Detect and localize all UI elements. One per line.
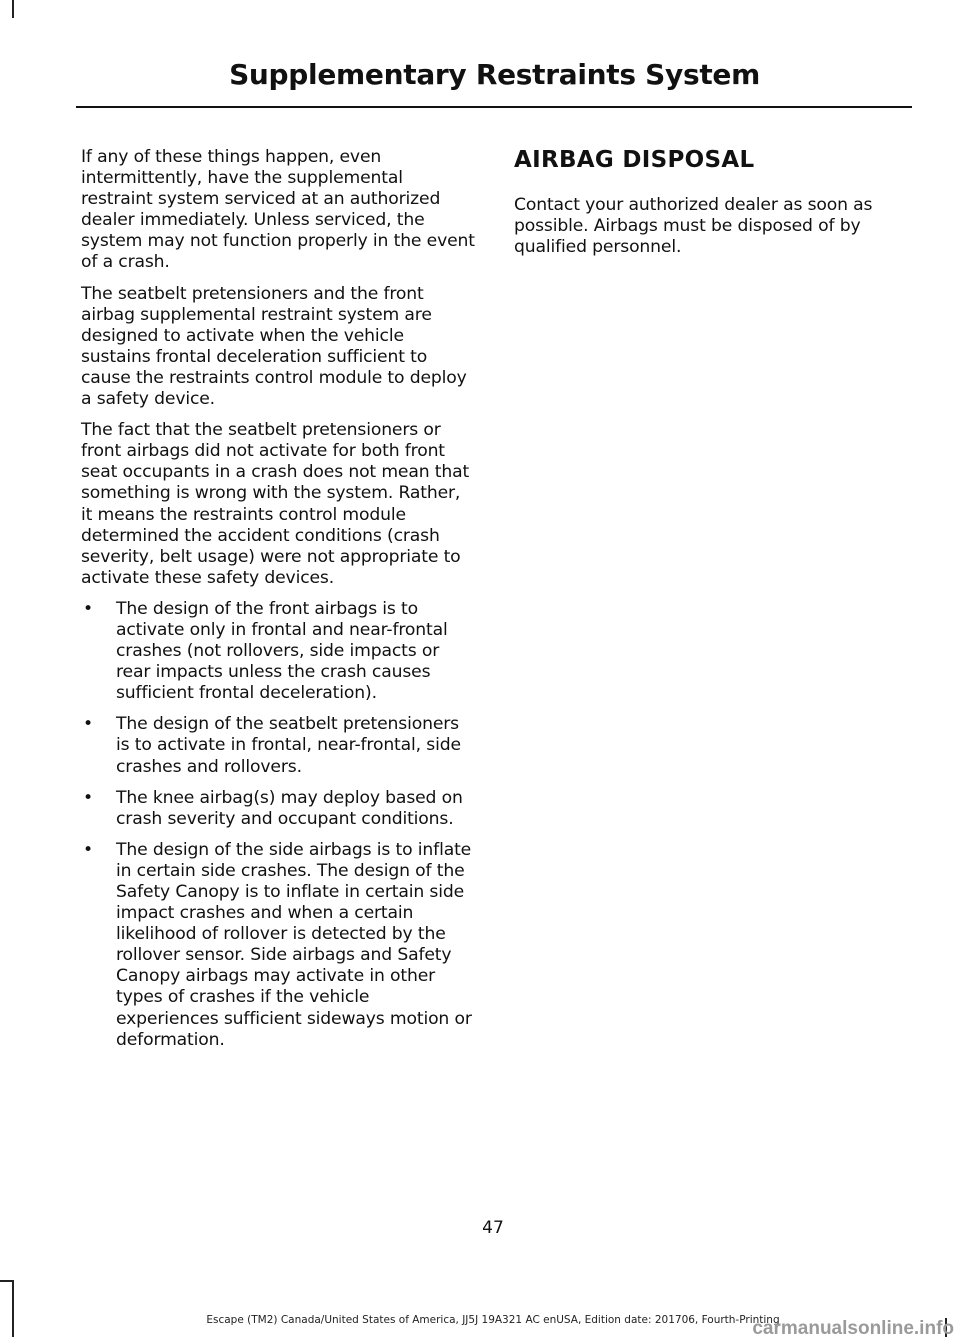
right-column: [514, 145, 914, 258]
crop-mark-bottom-left: [12, 1280, 14, 1337]
list-item-text: The design of the seatbelt pretensioners is to activate in frontal, near-frontal, side crashes and rollovers.: [116, 714, 461, 777]
crop-mark-top-left: [12, 0, 14, 18]
bullet-icon: •: [83, 598, 93, 619]
list-item-text: The knee airbag(s) may deploy based on crash severity and occupant conditions.: [116, 787, 463, 829]
list-item: [81, 840, 476, 1051]
watermark: carmanualsonline.info: [752, 1318, 954, 1339]
list-item: [81, 599, 476, 704]
left-column: [81, 147, 476, 1061]
page-number: 47: [482, 1218, 504, 1238]
header-divider: [76, 106, 912, 108]
list-item: [81, 714, 476, 777]
paragraph: The seatbelt pretensioners and the front airbag supplemental restraint system are designed to activate when the vehicle sustains frontal deceleration sufficient to cause the restraints control module to deploy a safety device.: [81, 283, 467, 410]
bullet-icon: •: [83, 839, 93, 860]
paragraph: If any of these things happen, even intermittently, have the supplemental restraint system serviced at an authorized dealer immediately. Unless serviced, the system may not function properly in the event of a crash.: [81, 147, 475, 273]
footer-text: Escape (TM2) Canada/United States of America, JJ5J 19A321 AC enUSA, Edition date: 201706, Fourth-Printing: [206, 1314, 780, 1326]
paragraph: The fact that the seatbelt pretensioners or front airbags did not activate for both front seat occupants in a crash does not mean that something is wrong with the system. Rather, it means the restraints control module determined the accident conditions (crash severity, belt usage) were not appropriate to activate these safety devices.: [81, 420, 470, 588]
bullet-icon: •: [83, 787, 93, 808]
list-item-text: The design of the side airbags is to inflate in certain side crashes. The design of the Safety Canopy is to inflate in certain side impact crashes and when a certain likelihood of rollover is detected by the rollover sensor. Side airbags and Safety Canopy airbags may activate in other types of crashes if the vehicle experiences sufficient sideways motion or deformation.: [116, 839, 472, 1050]
section-heading: AIRBAG DISPOSAL: [514, 147, 755, 173]
bullet-icon: •: [83, 714, 93, 735]
paragraph: Contact your authorized dealer as soon as possible. Airbags must be disposed of by qualified personnel.: [514, 195, 873, 258]
page-section-title: Supplementary Restraints System: [229, 58, 760, 91]
bullet-list: [81, 599, 476, 1051]
list-item-text: The design of the front airbags is to activate only in frontal and near-frontal crashes (not rollovers, side impacts or rear impacts unless the crash causes sufficient frontal deceleration).: [116, 598, 448, 704]
list-item: [81, 788, 476, 830]
crop-mark-bottom-left-h: [0, 1280, 14, 1282]
